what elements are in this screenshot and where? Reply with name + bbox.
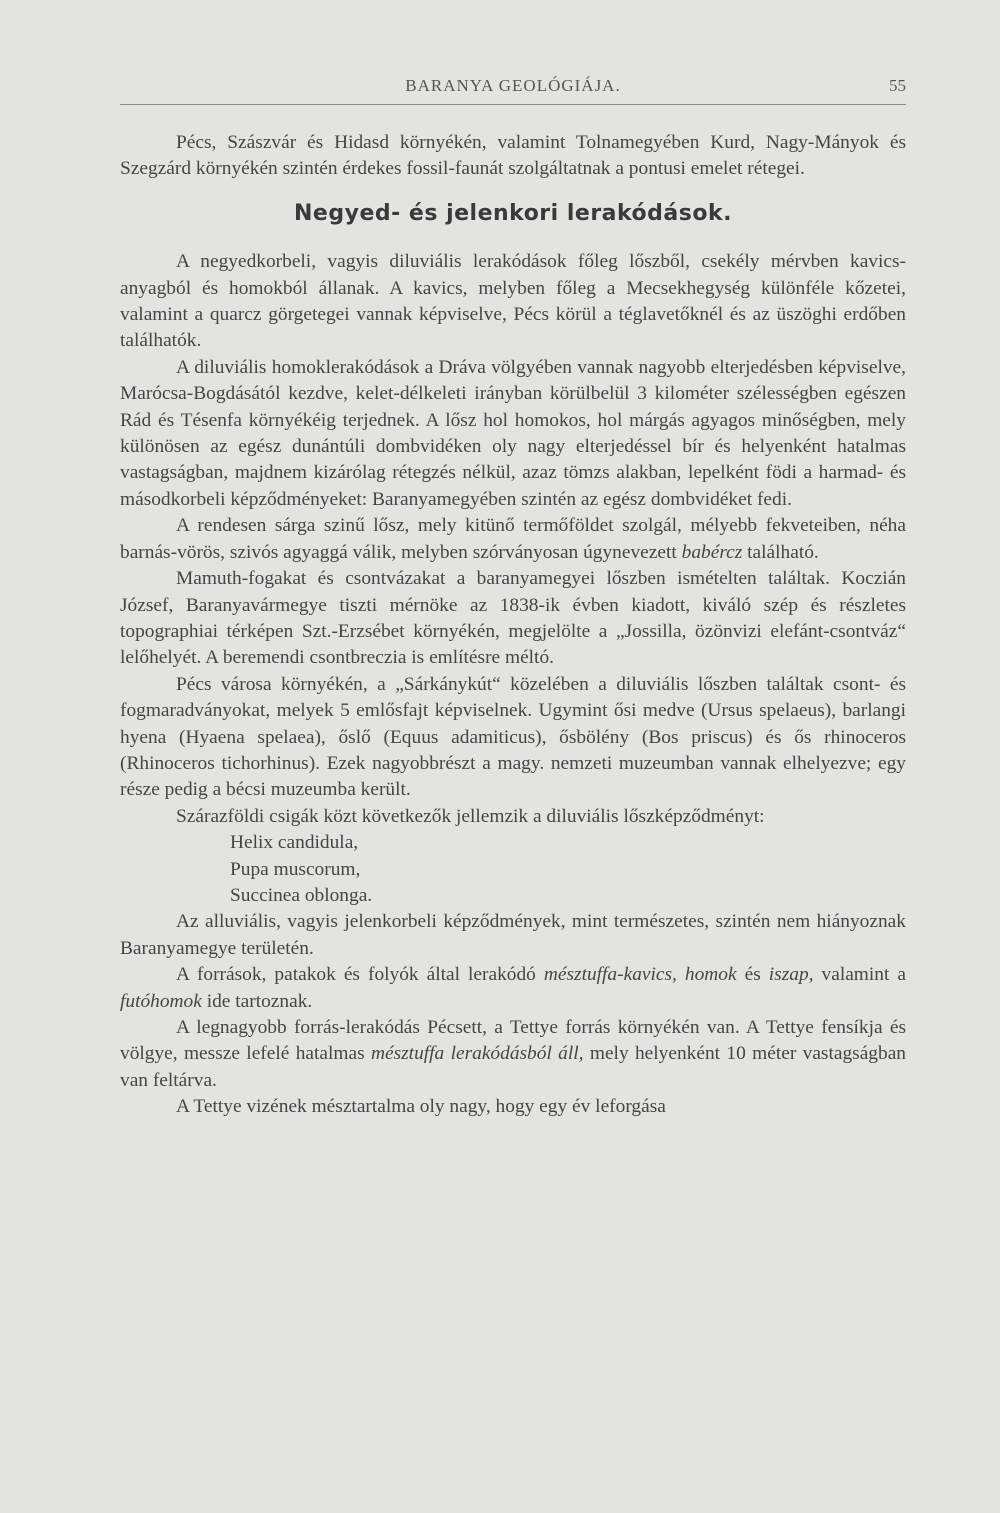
- paragraph-sand-deposits: A diluviális homoklerakódások a Dráva völgyében vannak nagyobb elterjedésben képviselve, Marócsa-Bogdásától kezdve, kelet-délkeleti irányban körülbelül 3 kilométer szélességben egészen Rád és Tésenfa környékéig terjednek. A lősz hol homokos, hol márgás agyagos minőségben, mely különösen az egész dunántúli dombvidéken oly nagy elterjedéssel bír és helyenként hatalmas vastagságban, majdnem kizárólag rétegzés nélkül, azaz tömzs alakban, lepelként födi a harmad- és másodkorbeli képződményeket: Baranyamegyében szintén az egész dombvidéket fedi.: [120, 356, 906, 510]
- paragraph-fossils: Pécs városa környékén, a „Sárkánykút“ közelében a diluviális lőszben találtak csont- és fogmaradványokat, melyek 5 emlősfajt képviselnek. Ugymint ősi medve (Ursus spelaeus), barlangi hyena (Hyaena spelaea), őslő (Equus adamiticus), ősbölény (Bos priscus) és ős rhinoceros (Rhinoceros tichorhinus). Ezek nagyobbrészt a magy. nemzeti muzeumban vannak elhelyezve; egy része pedig a bécsi muzeumba került.: [120, 673, 906, 801]
- italic-term: iszap,: [768, 964, 814, 986]
- text-segment: A rendesen sárga szinű lősz, mely kitünő termőföldet szolgál, mélyebb fekveteiben, néha barnás-vörös, szivós agyaggá válik, melyben szórványosan úgynevezett: [120, 515, 906, 563]
- text-segment: A legnagyobb forrás-lerakódás Pécsett, a Tettye forrás környékén van. A Tettye fensíkja és völgye, messze lefelé hatalmas: [120, 1017, 906, 1065]
- species-item: Pupa muscorum,: [230, 858, 361, 880]
- paragraph-loess-color: [120, 513, 906, 566]
- text-segment: ide tartoznak.: [201, 990, 313, 1012]
- running-head: BARANYA GEOLÓGIÁJA.: [405, 76, 621, 95]
- italic-term: mésztuffa-kavics, homok: [543, 964, 737, 986]
- page-number: 55: [889, 76, 906, 95]
- species-list: [120, 830, 906, 909]
- body-text: [120, 130, 906, 1121]
- italic-term: mésztuffa lerakódásból áll,: [370, 1043, 584, 1065]
- paragraph-snails: Szárazföldi csigák közt következők jellemzik a diluviális lőszképződményt:: [176, 805, 765, 827]
- paragraph-sources: [120, 962, 906, 1015]
- text-segment: mely helyenként 10 méter vastagságban van feltárva.: [120, 1043, 907, 1091]
- text-segment: található.: [742, 541, 819, 563]
- species-item: Helix candidula,: [230, 832, 359, 854]
- page-header: [120, 74, 906, 105]
- text-segment: és: [736, 964, 769, 986]
- paragraph-last: A Tettye vizének mésztartalma oly nagy, hogy egy év leforgása: [176, 1096, 666, 1118]
- paragraph-loess-gravel: A negyedkorbeli, vagyis diluviális lerakódások főleg lőszből, csekély mérvben kavics-anyagból és homokból állanak. A kavics, melyben főleg a Mecsekhegység különféle kőzetei, valamint a quarcz görgetegei vannak képviselve, Pécs körül a téglavetőknél és az üszöghi erdőben találhatók.: [120, 251, 906, 352]
- text-segment: valamint a: [813, 964, 906, 986]
- paragraph-tettye: [120, 1015, 906, 1094]
- paragraph-mammoth: Mamuth-fogakat és csontvázakat a baranyamegyei lőszben ismételten találtak. Koczián József, Baranyavármegye tiszti mérnöke az 1838-ik évben kiadott, kiváló szép és részletes topographiai térképen Szt.-Erzsébet környékén, megjelölte a „Jossilla, özönvizi elefánt-csontváz“ lelőhelyét. A beremendi csontbreczia is említésre méltó.: [120, 568, 906, 669]
- italic-term: babércz: [681, 541, 743, 563]
- intro-paragraph: Pécs, Szászvár és Hidasd környékén, valamint Tolnamegyében Kurd, Nagy-Mányok és Szegzárd környékén szintén érdekes fossil-faunát szolgáltatnak a pontusi emelet rétegei.: [120, 132, 906, 180]
- text-segment: A források, patakok és folyók által lerakódó: [176, 964, 544, 986]
- italic-term: futóhomok: [120, 990, 202, 1012]
- paragraph-alluvial: Az alluviális, vagyis jelenkorbeli képződmények, mint természetes, szintén nem hiányoznak Baranyamegye területén.: [120, 911, 906, 959]
- section-heading: Negyed- és jelenkori lerakódások.: [294, 200, 732, 226]
- species-item: Succinea oblonga.: [230, 884, 373, 906]
